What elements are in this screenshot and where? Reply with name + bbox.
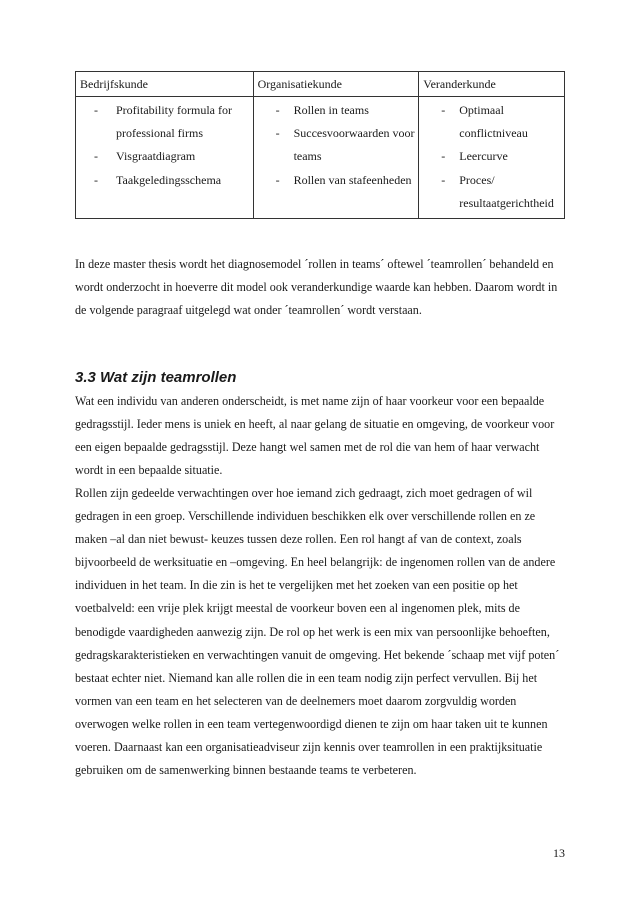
bullet-dash: - [441, 103, 446, 117]
list-item-text: Profitability formula for professional firms [116, 103, 232, 141]
bullet-dash: - [275, 126, 280, 141]
section-heading: 3.3 Wat zijn teamrollen [75, 369, 237, 386]
list-item-text: Proces/ resultaatgerichtheid [459, 172, 554, 210]
list-item [419, 99, 562, 145]
bullet-dash: - [275, 172, 280, 187]
bullet-dash: - [94, 172, 98, 187]
body-paragraph-2: Rollen zijn gedeelde verwachtingen over hoe iemand zich gedraagt, zich moet gedragen of wil gedragen in een groep. Verschillende individuen beschikken elk over verschillende rollen en ze maken –al dan niet bewust- keuzes tussen deze rollen. Een rol hangt af van de context, zoals bijvoorbeeld de werksituatie en –omgeving. En heel belangrijk: de ingenomen rollen van de andere individuen in het team. In die zin is het te vergelijken met het zoeken van een positie op het voetbalveld: een vrije plek krijgt meestal de voorkeur boven een al ingenomen plek, mits de benodigde vaardigheden aanwezig zijn. De rol op het werk is een mix van persoonlijke behoeften, gedragskarakteristieken en verwachtingen vanuit de omgeving. Het bekende ´schaap met vijf poten´ bestaat echter niet. Niemand kan alle rollen die in een team nodig zijn perfect vervullen. Bij het vormen van een team en het selecteren van de deelnemers moet daarom zorgvuldig worden overwogen welke rollen in een team vertegenwoordigd dienen te zijn om haar taken uit te kunnen voeren. Daarnaast kan een organisatieadviseur zijn kennis over teamrollen in een praktijksituatie gebruiken om de samenwerking binnen bestaande teams te verbeteren. [75, 486, 560, 778]
list-item [254, 169, 417, 192]
list-item-text: Succesvoorwaarden voor teams [293, 126, 415, 164]
table-cell [76, 97, 254, 219]
bullet-dash: - [441, 149, 446, 164]
intro-paragraph: In deze master thesis wordt het diagnosemodel ´rollen in teams´ oftewel ´teamrollen´ behandeld en wordt onderzocht in hoeverre dit model ook veranderkundige waarde kan hebben. Daarom wordt in de volgende paragraaf uitgelegd wat onder ´teamrollen´ wordt verstaan. [75, 257, 558, 318]
list-item [254, 122, 417, 168]
table-cell [253, 97, 419, 219]
table-header-row [76, 72, 565, 97]
list-item [76, 169, 251, 192]
list-item-text: Taakgeledingsschema [116, 172, 222, 187]
bullet-dash: - [275, 103, 280, 117]
table-row [76, 97, 565, 219]
list-item-text: Rollen van stafeenheden [293, 172, 412, 187]
bullet-list [254, 99, 417, 192]
list-item-text: Optimaal conflictniveau [459, 103, 528, 141]
list-item [254, 99, 417, 122]
table-header-veranderkunde: Veranderkunde [419, 72, 565, 97]
bullet-dash: - [94, 103, 98, 117]
list-item [419, 169, 562, 215]
table-header-organisatiekunde: Organisatiekunde [253, 72, 419, 97]
list-item-text: Visgraatdiagram [116, 149, 196, 164]
knowledge-table [75, 71, 565, 219]
list-item-text: Leercurve [459, 149, 508, 164]
table-header-bedrijfskunde: Bedrijfskunde [76, 72, 254, 97]
list-item-text: Rollen in teams [293, 103, 369, 117]
bullet-dash: - [94, 149, 98, 164]
list-item [419, 145, 562, 168]
bullet-dash: - [441, 172, 446, 187]
page-number: 13 [553, 846, 565, 860]
list-item [76, 145, 251, 168]
body-paragraph-1: Wat een individu van anderen onderscheidt, is met name zijn of haar voorkeur voor een bepaalde gedragsstijl. Ieder mens is uniek en heeft, al naar gelang de situatie en omgeving, de voorkeur voor een eigen bepaalde gedragsstijl. Deze hangt wel samen met de rol die van hem of haar verwacht wordt in een bepaalde situatie. [75, 394, 555, 478]
bullet-list [76, 99, 251, 192]
list-item [76, 99, 251, 145]
bullet-list [419, 99, 562, 215]
table-cell [419, 97, 565, 219]
